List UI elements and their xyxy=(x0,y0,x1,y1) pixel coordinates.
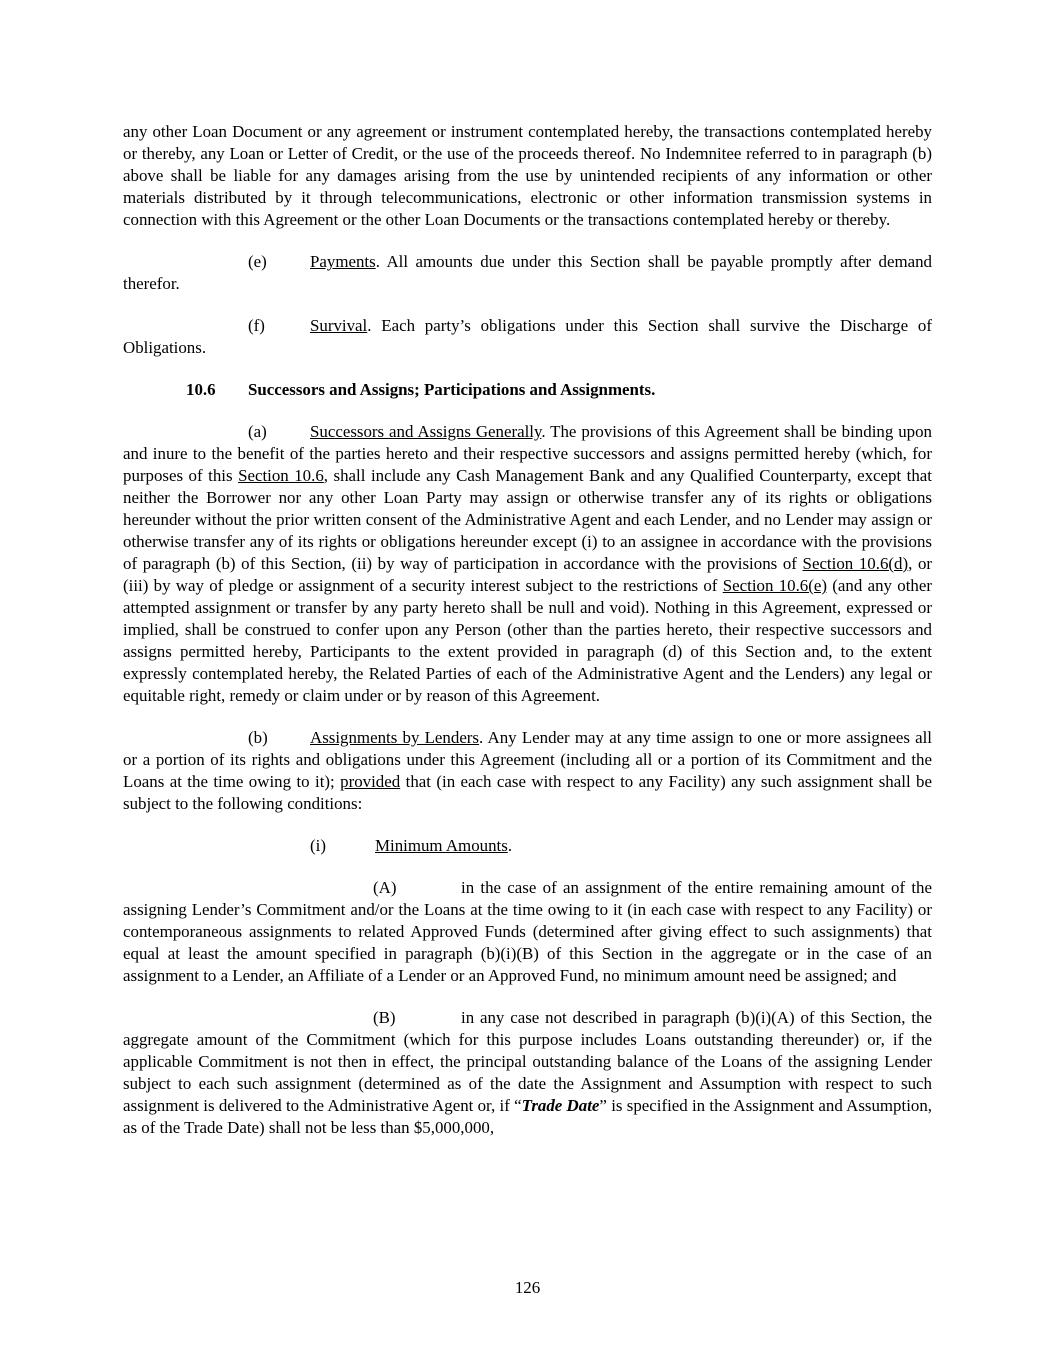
paragraph-a-successors-and-assigns-generally-label: (a) xyxy=(248,422,267,441)
paragraph-A-entire-remaining-amount-label: (A) xyxy=(373,878,397,897)
text-run: in any case not described in paragraph (b)(i)(A) of this Section, the aggregate amount of the Commitment (which for this purpose includes Loans outstanding thereunder) or, if the applicable Commitment is not then in effect, the principal outstanding balance of the Loans of the assigning Lender subject to each such assignment (determined as of the date the Assignment and Assumption with respect to such assignment is delivered to the Administrative Agent or, if “ xyxy=(123,1008,932,1115)
paragraph-B-minimum-assignment-amount xyxy=(123,1007,932,1139)
heading-section-10-6 xyxy=(123,379,932,401)
text-run: . The provisions of this Agreement shall be binding upon and inure to the benefit of the parties hereto and their respective successors and assigns permitted hereby (which, for purposes of this xyxy=(123,422,932,485)
paragraph-b-assignments-by-lenders-label: (b) xyxy=(248,728,268,747)
page-footer xyxy=(0,1277,1055,1299)
text-run: ” is specified in the Assignment and Assumption, as of the Trade Date) shall not be less than $5,000,000, xyxy=(123,1096,932,1137)
text-run: provided xyxy=(340,772,401,791)
text-run: . All amounts due under this Section shall be payable promptly after demand therefor. xyxy=(123,252,932,293)
text-run: Minimum Amounts xyxy=(375,836,508,855)
heading-section-10-6-label: 10.6 xyxy=(186,380,216,399)
text-run: , or (iii) by way of pledge or assignment of a security interest subject to the restrictions of xyxy=(123,554,933,595)
text-run: . xyxy=(507,836,513,855)
text-run: Survival xyxy=(310,316,368,335)
paragraph-a-successors-and-assigns-generally xyxy=(123,421,932,707)
text-run: Section 10.6 xyxy=(238,466,324,485)
paragraph-f-survival-label: (f) xyxy=(248,316,265,335)
document-body xyxy=(123,121,932,1139)
paragraph-indemnity-continuation xyxy=(123,121,932,231)
text-run: Successors and Assigns; Participations and Assignments. xyxy=(248,380,656,399)
text-run: , shall include any Cash Management Bank and any Qualified Counterparty, except that neither the Borrower nor any other Loan Party may assign or otherwise transfer any of its rights or obligations hereunder without the prior written consent of the Administrative Agent and each Lender, and no Lender may assign or otherwise transfer any of its rights or obligations hereunder except (i) to an assignee in accordance with the provisions of paragraph (b) of this Section, (ii) by way of participation in accordance with the provisions of xyxy=(123,466,932,573)
paragraph-b-assignments-by-lenders xyxy=(123,727,932,815)
text-run: in the case of an assignment of the entire remaining amount of the assigning Lender’s Commitment and/or the Loans at the time owing to it (in each case with respect to any Facility) or contemporaneous assignments to related Approved Funds (determined after giving effect to such assignments) that equal at least the amount specified in paragraph (b)(i)(B) of this Section in the aggregate or in the case of an assignment to a Lender, an Affiliate of a Lender or an Approved Fund, no minimum amount need be assigned; and xyxy=(123,878,932,985)
text-run: any other Loan Document or any agreement or instrument contemplated hereby, the transactions contemplated hereby or thereby, any Loan or Letter of Credit, or the use of the proceeds thereof. No Indemnitee referred to in paragraph (b) above shall be liable for any damages arising from the use by unintended recipients of any information or other materials distributed by it through telecommunications, electronic or other information transmission systems in connection with this Agreement or the other Loan Documents or the transactions contemplated hereby or thereby. xyxy=(123,122,932,229)
text-run: Assignments by Lenders xyxy=(310,728,480,747)
paragraph-e-payments xyxy=(123,251,932,295)
page-number: 126 xyxy=(514,1278,541,1297)
paragraph-A-entire-remaining-amount xyxy=(123,877,932,987)
paragraph-e-payments-label: (e) xyxy=(248,252,267,271)
text-run: Successors and Assigns Generally xyxy=(310,422,542,441)
text-run: Section 10.6(d) xyxy=(802,554,909,573)
text-run: Payments xyxy=(310,252,376,271)
text-run: Section 10.6(e) xyxy=(722,576,827,595)
paragraph-f-survival xyxy=(123,315,932,359)
text-run: . Each party’s obligations under this Section shall survive the Discharge of Obligations. xyxy=(123,316,932,357)
text-run: . Any Lender may at any time assign to one or more assignees all or a portion of its rights and obligations under this Agreement (including all or a portion of its Commitment and the Loans at the time owing to it); xyxy=(123,728,932,791)
text-run: that (in each case with respect to any Facility) any such assignment shall be subject to the following conditions: xyxy=(123,772,933,813)
text-run: (and any other attempted assignment or transfer by any party hereto shall be null and void). Nothing in this Agreement, expressed or implied, shall be construed to confer upon any Person (other than the parties hereto, their respective successors and assigns permitted hereby, Participants to the extent provided in paragraph (d) of this Section and, to the extent expressly contemplated hereby, the Related Parties of each of the Administrative Agent and the Lenders) any legal or equitable right, remedy or claim under or by reason of this Agreement. xyxy=(123,576,932,705)
text-run: Trade Date xyxy=(521,1096,600,1115)
paragraph-i-minimum-amounts xyxy=(123,835,932,857)
paragraph-i-minimum-amounts-label: (i) xyxy=(310,836,326,855)
paragraph-B-minimum-assignment-amount-label: (B) xyxy=(373,1008,396,1027)
